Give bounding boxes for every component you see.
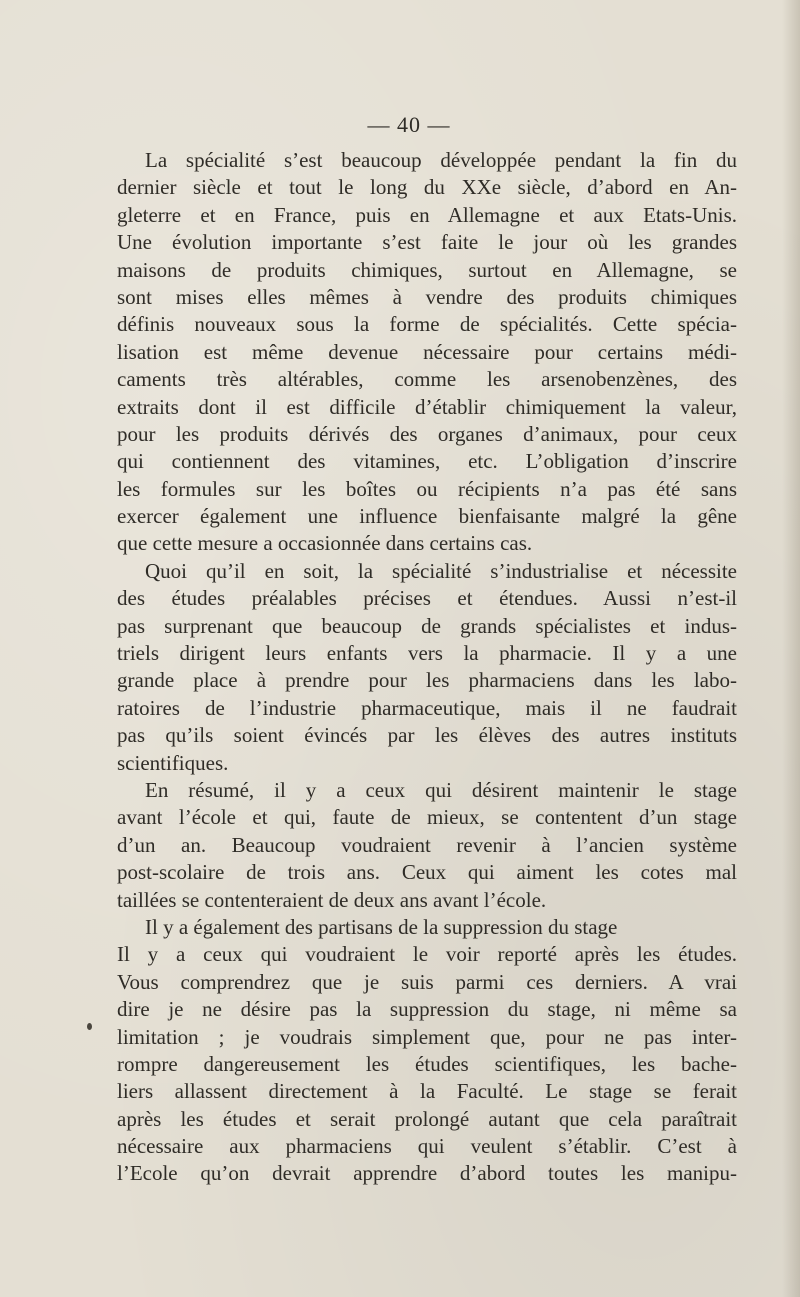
text-line: La spécialité s’est beaucoup développée pendant la fin du (145, 148, 737, 172)
text-line: avant l’école et qui, faute de mieux, se contentent d’un stage (117, 805, 737, 830)
body-text (117, 147, 737, 1188)
text-line: pas qu’ils soient évincés par les élèves des autres instituts (117, 723, 737, 748)
text-line: scientifiques. (117, 750, 229, 775)
text-line: liers allassent directement à la Faculté. Le stage se ferait (117, 1079, 737, 1104)
text-line: qui contiennent des vitamines, etc. L’obligation d’inscrire (117, 449, 737, 474)
text-line: rompre dangereusement les études scientifiques, les bache- (117, 1051, 737, 1076)
text-line: d’un an. Beaucoup voudraient revenir à l’ancien système (117, 832, 737, 857)
text-line: post-scolaire de trois ans. Ceux qui aiment les cotes mal (117, 860, 737, 885)
text-line: Une évolution importante s’est faite le jour où les grandes (117, 230, 737, 255)
text-line: triels dirigent leurs enfants vers la pharmacie. Il y a une (117, 641, 737, 666)
text-line: Quoi qu’il en soit, la spécialité s’industrialise et nécessite (145, 558, 737, 583)
text-line: pas surprenant que beaucoup de grands spécialistes et indus- (117, 613, 737, 638)
text-line: des études préalables précises et étendues. Aussi n’est-il (117, 586, 737, 611)
text-line: extraits dont il est difficile d’établir chimiquement la valeur, (117, 394, 737, 419)
text-line: ratoires de l’industrie pharmaceutique, mais il ne faudrait (117, 695, 737, 720)
text-line: lisation est même devenue nécessaire pour certains médi- (117, 339, 737, 364)
text-line: sont mises elles mêmes à vendre des produits chimiques (117, 284, 737, 309)
text-line: caments très altérables, comme les arsenobenzènes, des (117, 367, 737, 392)
text-line: taillées se contenteraient de deux ans avant l’école. (117, 887, 547, 912)
text-line: Il y a ceux qui voudraient le voir reporté après les études. (117, 942, 737, 967)
text-line: En résumé, il y a ceux qui désirent maintenir le stage (145, 777, 737, 802)
text-line: Vous comprendrez que je suis parmi ces derniers. A vrai (117, 969, 737, 994)
text-line: exercer également une influence bienfaisante malgré la gêne (117, 504, 737, 529)
text-line: grande place à prendre pour les pharmaciens dans les labo- (117, 668, 737, 693)
page-number: — 40 — (367, 112, 451, 137)
text-line: l’Ecole qu’on devrait apprendre d’abord toutes les manipu- (117, 1161, 737, 1186)
text-line: Il y a également des partisans de la suppression du stage (145, 914, 618, 939)
text-line: limitation ; je voudrais simplement que, pour ne pas inter- (117, 1024, 737, 1049)
text-line: dernier siècle et tout le long du XXe siècle, d’abord en An- (117, 175, 737, 200)
text-line: définis nouveaux sous la forme de spécialités. Cette spécia- (117, 312, 737, 337)
text-line: maisons de produits chimiques, surtout en Allemagne, se (117, 257, 737, 282)
text-line: les formules sur les boîtes ou récipients n’a pas été sans (117, 476, 737, 501)
text-line: pour les produits dérivés des organes d’animaux, pour ceux (117, 421, 737, 446)
text-line: que cette mesure a occasionnée dans certains cas. (117, 531, 533, 556)
ink-speck (87, 1023, 92, 1030)
page-edge-shadow (782, 0, 800, 1297)
text-line: gleterre et en France, puis en Allemagne et aux Etats-Unis. (117, 202, 737, 227)
text-line: nécessaire aux pharmaciens qui veulent s’établir. C’est à (117, 1134, 737, 1159)
text-line: après les études et serait prolongé autant que cela paraîtrait (117, 1106, 737, 1131)
text-line: dire je ne désire pas la suppression du stage, ni même sa (117, 997, 737, 1022)
